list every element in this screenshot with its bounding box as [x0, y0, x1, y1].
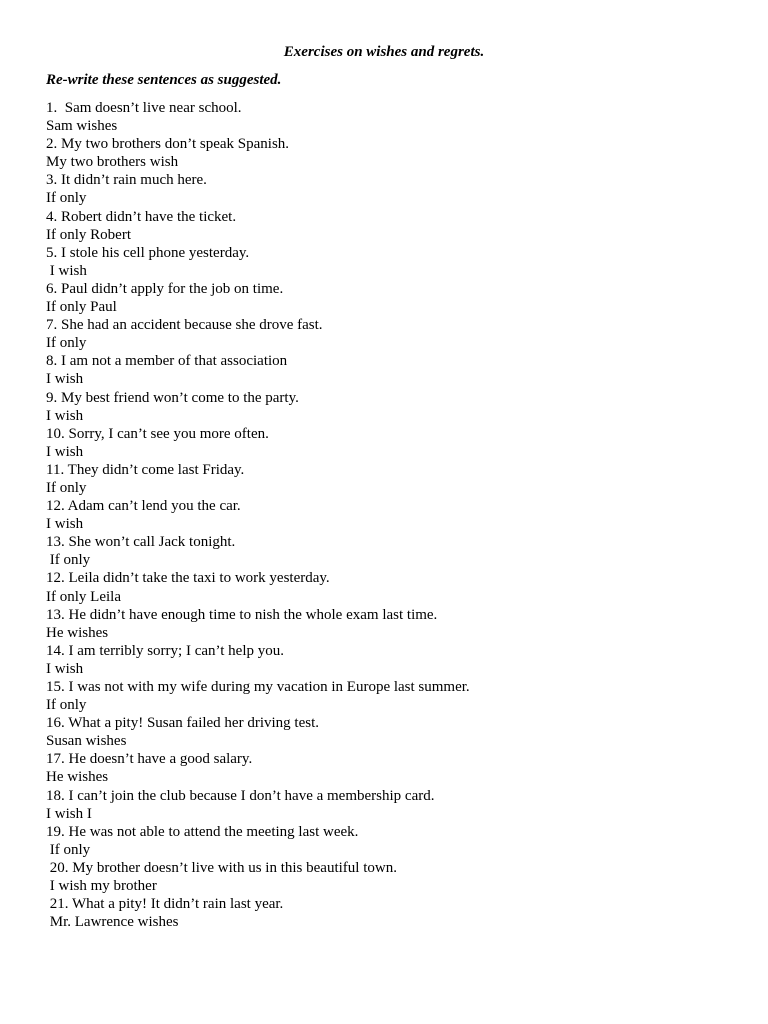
- exercise-item: [46, 859, 746, 895]
- exercise-prompt: If only Robert: [46, 226, 131, 243]
- exercise-prompt: I wish my brother: [46, 878, 157, 895]
- exercise-item: [46, 787, 746, 823]
- exercise-prompt: Mr. Lawrence wishes: [46, 914, 179, 931]
- exercise-item: [46, 823, 746, 859]
- exercise-prompt: If only Leila: [46, 588, 121, 605]
- exercise-prompt: If only: [46, 479, 87, 496]
- exercise-item: [46, 244, 746, 280]
- exercise-item: [46, 135, 746, 171]
- exercise-sentence: 7. She had an accident because she drove fast.: [46, 317, 323, 334]
- exercise-prompt: If only: [46, 190, 87, 207]
- exercise-sentence: 10. Sorry, I can’t see you more often.: [46, 425, 269, 442]
- exercise-item: [46, 569, 746, 605]
- exercise-item: [46, 642, 746, 678]
- exercise-item: [46, 461, 746, 497]
- exercise-sentence: 6. Paul didn’t apply for the job on time.: [46, 280, 284, 297]
- exercise-prompt: Sam wishes: [46, 118, 118, 135]
- exercise-list: [46, 99, 746, 931]
- exercise-sentence: 5. I stole his cell phone yesterday.: [46, 244, 250, 261]
- exercise-sentence: 13. He didn’t have enough time to nish the whole exam last time.: [46, 606, 438, 623]
- exercise-sentence: 3. It didn’t rain much here.: [46, 172, 207, 189]
- exercise-sentence: 12. Adam can’t lend you the car.: [46, 498, 241, 515]
- exercise-prompt: I wish: [46, 516, 84, 533]
- exercise-sentence: 19. He was not able to attend the meeting last week.: [46, 823, 359, 840]
- exercise-sentence: 1. Sam doesn’t live near school.: [46, 100, 242, 116]
- exercise-prompt: He wishes: [46, 769, 109, 786]
- exercise-sentence: 17. He doesn’t have a good salary.: [46, 751, 253, 768]
- exercise-item: [46, 280, 746, 316]
- exercise-item: [46, 497, 746, 533]
- document-title-text: Exercises on wishes and regrets.: [283, 44, 485, 60]
- exercise-prompt: I wish: [46, 262, 87, 279]
- exercise-prompt: I wish: [46, 371, 84, 388]
- exercise-item: [46, 533, 746, 569]
- exercise-sentence: 13. She won’t call Jack tonight.: [46, 534, 236, 551]
- exercise-item: [46, 678, 746, 714]
- exercise-prompt: If only: [46, 335, 87, 352]
- exercise-sentence: 11. They didn’t come last Friday.: [46, 461, 245, 478]
- exercise-prompt: If only: [46, 697, 87, 714]
- exercise-prompt: I wish: [46, 407, 84, 424]
- exercise-sentence: 9. My best friend won’t come to the party.: [46, 389, 299, 406]
- exercise-prompt: Susan wishes: [46, 733, 127, 750]
- exercise-item: [46, 714, 746, 750]
- exercise-item: [46, 425, 746, 461]
- exercise-sentence: 18. I can’t join the club because I don’t have a membership card.: [46, 787, 435, 804]
- exercise-sentence: 16. What a pity! Susan failed her driving test.: [46, 715, 319, 732]
- exercise-item: [46, 352, 746, 388]
- exercise-item: [46, 316, 746, 352]
- exercise-prompt: I wish: [46, 660, 84, 677]
- exercise-sentence: 14. I am terribly sorry; I can’t help you.: [46, 642, 284, 659]
- exercise-item: [46, 208, 746, 244]
- exercise-prompt: He wishes: [46, 624, 109, 641]
- exercise-item: [46, 895, 746, 931]
- exercise-prompt: My two brothers wish: [46, 154, 179, 171]
- exercise-prompt: If only: [46, 841, 91, 858]
- exercise-sentence: 21. What a pity! It didn’t rain last year.: [46, 896, 284, 913]
- exercise-sentence: 20. My brother doesn’t live with us in this beautiful town.: [46, 859, 397, 876]
- exercise-item: [46, 99, 746, 135]
- instruction-heading: Re-write these sentences as suggested.: [46, 72, 282, 88]
- exercise-prompt: If only Paul: [46, 299, 117, 316]
- exercise-prompt: I wish: [46, 443, 84, 460]
- exercise-prompt: I wish I: [46, 805, 92, 822]
- exercise-item: [46, 171, 746, 207]
- exercise-item: [46, 389, 746, 425]
- exercise-sentence: 2. My two brothers don’t speak Spanish.: [46, 136, 290, 153]
- exercise-item: [46, 750, 746, 786]
- exercise-sentence: 8. I am not a member of that association: [46, 353, 288, 370]
- exercise-prompt: If only: [46, 552, 91, 569]
- exercise-item: [46, 606, 746, 642]
- exercise-sentence: 4. Robert didn’t have the ticket.: [46, 208, 237, 225]
- document-title: [0, 43, 768, 61]
- exercise-sentence: 15. I was not with my wife during my vacation in Europe last summer.: [46, 679, 470, 695]
- exercise-sentence: 12. Leila didn’t take the taxi to work yesterday.: [46, 570, 330, 587]
